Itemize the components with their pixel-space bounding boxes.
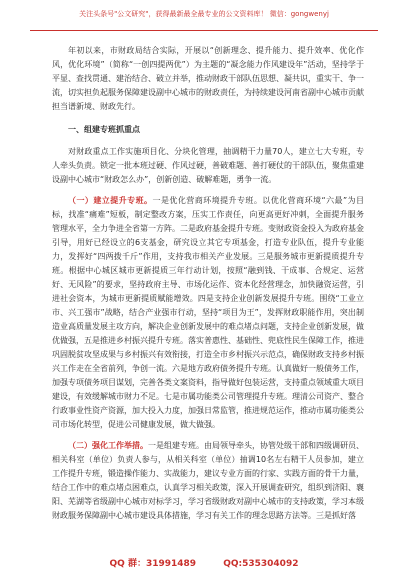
subsection-2-paragraph: [52, 439, 364, 523]
footer-qq-group: QQ 群：31991489: [109, 559, 197, 569]
subsection-1-text: 一是优化营商环境提升专班。以优化营商环境“六最”为目标，找准“痛难”短板，制定整改方案，压实工作责任，向更高更好冲刺，全面提升服务管理水平，全力争进全省第一方阵。二是政府基金提升专班。变财政资金投入为政府基金引导，用好已经设立的6支基金，研究设立其它专项基金，打造专业队伍，提升专业能力，发挥好“四两拨千斤”作用，支持我市相关产业发展。三是服务城市更新提质提升专班。根据中心城区城市更新提质三年行动计划，按照“融到钱、干成事、合规定、运营好、无风险”的要求，坚持政府主导、市场化运作、资本化经营理念，加快融资运营，引进社会资本，为城市更新提质赋能增效。四是支持企业创新发展提升专班。围绕“工业立市、兴工强市”战略，结合产业强市行动，坚持“项目为王”，发挥财政职能作用，突出制造业高质量发展主攻方向，解决企业创新发展中的难点堵点问题，支持企业创新发展，做优做强，五是推进乡村振兴提升专班。落实普惠性、基础性、兜底性民生保障工作，推进巩固脱贫攻坚成果与乡村振兴有效衔接，打造全市乡村振兴示范点，确保财政支持乡村振兴工作走在全省前列，争创一流。六是地方政府债务提升专班。认真做好一般债务工作，加强专项债务项目谋划，完善各类文案资料，指导做好包装运营，支持重点领域重大项目建设，有效缓解城市财力不足。七是市属功能类公司管理提升专班。理清公司资产、整合行政事业性资产资源，加大投入力度，加强日常监管，推进规范运作，推动市属功能类公司市场化转型，促进公司健康发展，做大做强。: [52, 196, 365, 429]
document-body: [52, 44, 364, 523]
subsection-2-title: （二）强化工作举措。: [68, 441, 148, 450]
subsection-1-title: （一）建立提升专班。: [68, 196, 153, 205]
footer-qq: QQ:535304092: [223, 559, 299, 569]
page-footer: [0, 556, 408, 569]
subsection-2-text: 一是组建专班。由局领导牵头，协管处级干部和四级调研员、相关科室（单位）负责人参与，从相关科室（单位）抽调10名左右精干人员参加，建立工作提升专班，锻造操作能力、实战能力，建议专业方面的行家、实践方面的骨干力量，结合工作中的难点堵点困难点，认真学习相关政策，深入开展调查研究，组织到济阳、襄阳、芜湖等省级副中心城市对标学习，学习省级财政对副中心城市的支持政策，学习本级财政服务保障副中心城市建设具体措施，学习有关工作的理念思路方法等。三是抓好落: [52, 441, 364, 520]
section-paragraph: 对财政重点工作实施项目化、分块化管理，抽调精干力量70人，建立七大专班，专人牵头负责。锁定一批本班过硬、作风过硬，善破难题、善打硬仗的干部队伍，聚焦重建设副中心城市“财政怎么办”，创新创造、破解难题，勇争一流。: [52, 147, 364, 184]
subsection-1-paragraph: [52, 194, 364, 432]
page-header: 关注头条号"公文研究"，获得最新最全最专业的公文资料库！ 微信：gongwenyj: [79, 10, 329, 18]
header-divider: [30, 30, 378, 31]
intro-paragraph: 年初以来，市财政局结合实际，开展以“创新理念、提升能力、提升效率、优化作风，优化环境”（简称“一创四提两优”）为主题的“凝念能力作风建设年”活动，坚持学于平显、查找贯通、建治结合、破立并举，推动财政干部队伍思想、凝共识，重实干、争一流，切实担负起服务保障建设副中心城市的财政责任，为持续建设河南省副中心城市贡献担当谱新境、财政先行。: [52, 46, 364, 111]
section-heading: 一、组建专班抓重点: [68, 125, 140, 134]
